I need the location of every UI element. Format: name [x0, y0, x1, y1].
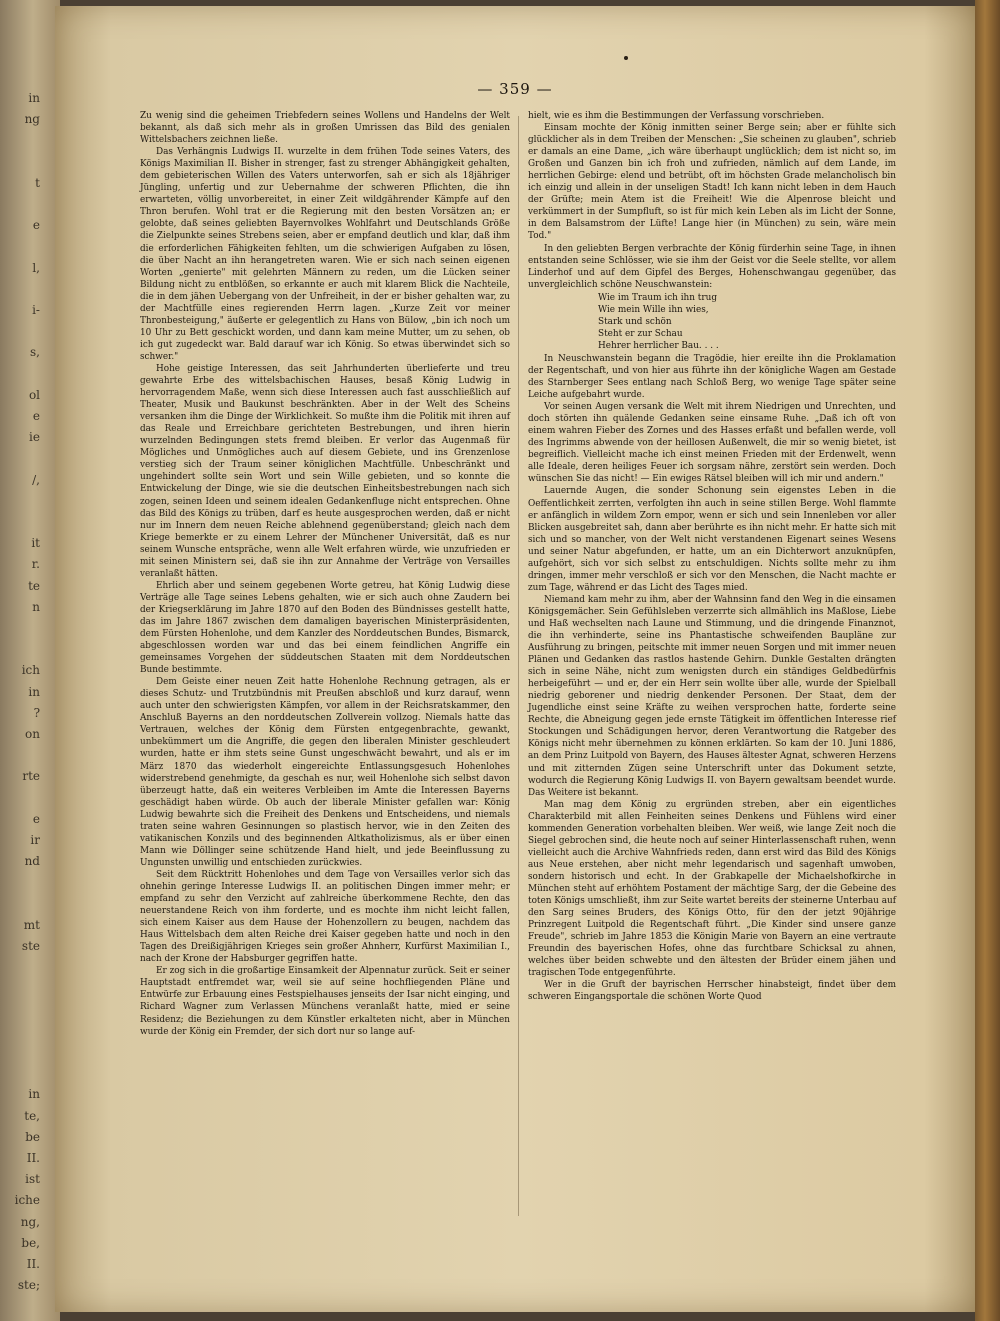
left-page-fragment: s, [30, 345, 40, 360]
left-page-fragment: n [32, 599, 40, 614]
paragraph: Lauernde Augen, die sonder Schonung sein eigenstes Leben in die Oeffentlichkeit zerrten, verfolgten ihn auch in seine stillen Berge. Wohl flammte er anfänglich in wildem Zorn empor, wenn er sich und sein Innenleben vor aller Blicken ausgebreitet sah, dann aber berührte es ihn nicht mehr. Er hatte sich mit sich und so mancher, von der Welt nicht verstandenen Eigenart seines Wesens und seiner Natur abgefunden, er hatte, um an ein Dichterwort anzuknüpfen, aufgehört, sich vor sich selbst zu entschuldigen. Nichts sollte mehr zu ihm dringen, immer mehr verschloß er sich vor den Menschen, die Nacht machte er zum Tage, während er das Licht des Tages mied. [528, 486, 896, 593]
poem-line: Stark und schön [598, 316, 672, 327]
paragraph: In Neuschwanstein begann die Tragödie, hier ereilte ihn die Proklamation der Regentschaft, und von hier aus führte ihn der königliche Wagen am Gestade des Starnberger Sees entlang nach Schloß Berg, wo wenige Tage später seine Leiche aufgebahrt wurde. [528, 353, 896, 401]
paragraph: Niemand kam mehr zu ihm, aber der Wahnsinn fand den Weg in die einsamen Königsgemächer. Sein Gefühlsleben verzerrte sich allmählich ins Maßlose, Liebe und Haß wechselten nach Laune und Stimmung, und die dringende Finanznot, die ihn verhinderte, seine ins Phantastische schweifenden Baupläne zur Ausführung zu bringen, peitschte mit immer neuen Sorgen und mit immer neuen Plänen und Gedanken das rastlos hastende Gehirn. Dunkle Gestalten drängten sich in seine Nähe, nicht zum wenigsten durch ein ständiges Geldbedürfnis herbeigeführt — und er, der ein Herr sein wollte über alle, wurde der Spielball niedrig geborener und niedrig denkender Personen. Der Staat, dem der Jugendliche einst seine Kräfte zu weihen versprochen hatte, forderte seine Rechte, die Abneigung gegen jede ernste Tätigkeit im öffentlichen Interesse rief Stockungen und Schädigungen hervor, deren Verantwortung die Ratgeber des Königs nicht mehr übernehmen zu können erklärten. So kam der 10. Juni 1886, an dem Prinz Luitpold von Bayern, des Hauses ältester Agnat, schweren Herzens und mit zitternden Zügen seine Unterschrift unter das Dokument setzte, wodurch die Regierung König Ludwigs II. von Bayern gewaltsam beendet wurde. Das Weitere ist bekannt. [528, 594, 896, 798]
left-page-fragment: it [31, 536, 40, 551]
left-page-fragment: in [28, 1087, 40, 1102]
poem-line: Hehrer herrlicher Bau. . . . [598, 340, 719, 351]
left-page-fragment: t [35, 175, 40, 190]
paragraph: Er zog sich in die großartige Einsamkeit der Alpennatur zurück. Seit er seiner Hauptstadt entfremdet war, weil sie auf seine hochfliegenden Pläne und Entwürfe zur Erbauung eines Festspielhauses jenseits der Isar nicht einging, und Richard Wagner zum Verlassen Münchens veranlaßt hatte, mied er seine Residenz; die Beziehungen zu dem Künstler erkalteten nicht, aber in München wurde der König ein Fremder, der sich dort nur so lange auf- [140, 966, 510, 1037]
book-edge [975, 0, 1000, 1321]
paragraph: Ehrlich aber und seinem gegebenen Worte getreu, hat König Ludwig diese Verträge alle Tage seines Lebens gehalten, wie er sich auch ohne Zaudern bei der Kriegserklärung im Jahre 1870 auf den Boden des Bündnisses gestellt hatte, das im Jahre 1867 zwischen dem damaligen bayerischen Ministerpräsidenten, dem Fürsten Hohenlohe, und dem Kanzler des Norddeutschen Bundes, Bismarck, abgeschlossen worden war und das bei einem feindlichen Angriffe ein gemeinsames Vorgehen der süddeutschen Staaten mit dem Norddeutschen Bunde bestimmte. [140, 580, 510, 676]
left-page-fragment: ie [29, 430, 40, 445]
paragraph: Wer in die Gruft der bayrischen Herrscher hinabsteigt, findet über dem schweren Eingangsportale die schönen Worte Quod [528, 980, 896, 1003]
paragraph: Seit dem Rücktritt Hohenlohes und dem Tage von Versailles verlor sich das ohnehin geringe Interesse Ludwigs II. an politischen Dingen immer mehr; er empfand zu sehr den Verzicht auf zahlreiche überkommene Rechte, den das neuerstandene Reich von ihm forderte, und es mochte ihm nicht leicht fallen, sich einem Kaiser aus dem Hause der Hohenzollern zu beugen, nachdem das Haus Wittelsbach dem alten Reiche drei Kaiser gegeben hatte und noch in den Tagen des Dreißigjährigen Krieges sein großer Ahnherr, Kurfürst Maximilian I., nach der Krone der Habsburger gegriffen hatte. [140, 869, 510, 965]
left-page-fragment: ste [21, 939, 40, 953]
left-page-fragment: ste; [17, 1278, 40, 1293]
paragraph: Zu wenig sind die geheimen Triebfedern seines Wollens und Handelns der Welt bekannt, als daß sich mehr als in großen Umrissen das Bild des genialen Wittelsbachers zeichnen ließe. [140, 111, 510, 146]
left-page-fragment: on [25, 727, 40, 741]
left-page-fragment: in [28, 91, 40, 105]
page-number: — 359 — [477, 80, 553, 98]
left-page-fragment: rte [22, 769, 40, 784]
left-page-fragment: in [28, 684, 40, 699]
left-page-fragment: II. [26, 1151, 40, 1165]
left-page-fragment: iche [14, 1193, 40, 1208]
left-page-fragment: ich [21, 663, 40, 678]
left-page-fragment: /, [32, 472, 40, 487]
left-page-fragment: be [25, 1129, 40, 1144]
left-page-fragment: r. [31, 557, 40, 572]
paragraph: Man mag dem König zu ergründen streben, aber ein eigentliches Charakterbild mit allen Feinheiten seines Denkens und Fühlens wird einer kommenden Generation vorbehalten bleiben. Wer weiß, wie lange Zeit noch die Siegel gebrochen sind, die heute noch auf seiner Hinterlassenschaft ruhen, wenn vielleicht auch die Archive Wahnfrieds reden, dann erst wird das Bild des Königs aus Neue erstehen, aber nicht mehr legendarisch und sagenhaft umwoben, sondern historisch und echt. In der Grabkapelle der Michaelshofkirche in München steht auf erhöhtem Postament der mächtige Sarg, der die Gebeine des toten Königs umschließt, ihm zur Seite wartet bereits der steinerne Unterbau auf den Sarg seines Bruders, des Königs Otto, für den der jetzt 90jährige Prinzregent Luitpold die Regentschaft führt. „Die Kinder sind unsere ganze Freude", schrieb im Jahre 1853 die Königin Marie von Bayern an eine vertraute Freundin des bayerischen Hofes, ohne das furchtbare Schicksal zu ahnen, welches über beiden schwebte und den ältesten der Brüder einem jähen und tragischen Tode entgegenführte. [528, 799, 896, 979]
left-page-fragment: e [32, 218, 40, 233]
paragraph: In den geliebten Bergen verbrachte der König fürderhin seine Tage, in ihnen entstanden seine Schlösser, wie sie ihm der Geist vor die Seele stellte, vor allem Linderhof und auf dem Gipfel des Berges, Hohenschwangau gegenüber, das unvergleichlich schöne Neuschwanstein: [528, 243, 896, 290]
paragraph: Einsam mochte der König inmitten seiner Berge sein; aber er fühlte sich glücklicher als in dem Treiben der Menschen: „Sie scheinen zu glauben", schrieb er damals an eine Dame, „ich wäre überhaupt unglücklich; dem ist nicht so, im Großen und Ganzen bin ich froh und zufrieden, nämlich auf dem Lande, im herrlichen Gebirge: elend und betrübt, oft im höchsten Grade melancholisch bin ich einzig und allein in der unseligen Stadt! Ich kann nicht leben in dem Hauch der Grüfte; mein Atem ist die Freiheit! Wie die Alpenrose bleicht und verkümmert in der Sumpfluft, so ist für mich kein Leben als im Licht der Sonne, in dem Balsamstrom der Lüfte! Lange hier (in München) zu sein, wäre mein Tod." [528, 123, 896, 242]
paragraph: Dem Geiste einer neuen Zeit hatte Hohenlohe Rechnung getragen, als er dieses Schutz- und Trutzbündnis mit Preußen abschloß und kurz darauf, wenn auch unter den schwierigsten Kämpfen, vor allem in der Reichsratskammer, den Anschluß Bayerns an den norddeutschen Zollverein vollzog. Niemals hatte das Vertrauen, welches der König dem Fürsten entgegenbrachte, gewankt, unbekümmert um die Angriffe, die gegen den liberalen Minister geschleudert wurden, hatte er ihm stets seine Gunst ungeschwächt bewahrt, und als er im März 1870 das wiederholt eingereichte Entlassungsgesuch Hohenlohes widerstrebend genehmigte, da geschah es nur, weil Hohenlohe sich selbst davon überzeugt hatte, daß ein weiteres Verbleiben im Amte die Interessen Bayerns geschädigt haben würde. Ob auch der liberale Minister gefallen war: König Ludwig bewahrte sich die Freiheit des Denkens und Entscheidens, und niemals traten seine wahren Gesinnungen so plastisch hervor, wie in den Zeiten des vatikanischen Konzils und des beginnenden Altkatholizismus, als er über einen Mann wie Döllinger seine schützende Hand hielt, und jede Beeinflussung zu Ungunsten unwillig und entschieden zurückwies. [140, 677, 510, 868]
left-column [140, 110, 510, 1038]
left-page-fragment: e [32, 811, 40, 826]
paragraph: hielt, wie es ihm die Bestimmungen der Verfassung vorschrieben. [528, 111, 825, 121]
left-page-fragment: ? [33, 705, 40, 720]
left-page-fragment: i- [32, 303, 40, 317]
left-page-fragment: II. [26, 1257, 40, 1271]
paragraph: Das Verhängnis Ludwigs II. wurzelte in dem frühen Tode seines Vaters, des Königs Maximilian II. Bisher in strenger, fast zu strenger Abhängigkeit gehalten, dem gebieterischen Willen des Vaters unterworfen, sah er sich als 18jähriger Jüngling, unfertig und zur Uebernahme der schweren Pflichten, die ihn erwarteten, völlig unvorbereitet, in einer Zeit wildgährender Kämpfe auf den Thron berufen. Wohl trat er die Regierung mit den besten Vorsätzen an; er gelobte, daß seines geliebten Bayernvolkes Wohlfahrt und Deutschlands Größe die Zielpunkte seines Strebens seien, aber er empfand deutlich und klar, daß ihm die erforderlichen Fähigkeiten fehlten, um die schwierigen Aufgaben zu lösen, die über Nacht an ihn herangetreten waren. Wie er sich nach seinen eigenen Worten „genierte" mit gelehrten Männern zu reden, um die Lücken seiner Bildung nicht zu entblößen, so erkannte er auch mit klarem Blick die Nachteile, die in dem jähen Uebergang von der Unfreiheit, in der er bisher gehalten war, zu der Machtfülle eines regierenden Herrn lagen. „Kurze Zeit vor meiner Thronbesteigung," äußerte er gelegentlich zu Hans von Bülow, „bin ich noch um 10 Uhr zu Bett geschickt worden, und dann kam meine Mutter, um zu sehen, ob ich gut zugedeckt war. Bald darauf war ich König. So etwas überwindet sich so schwer." [140, 147, 510, 362]
poem [598, 292, 896, 352]
poem-line: Wie im Traum ich ihn trug [598, 292, 718, 303]
paragraph: Vor seinen Augen versank die Welt mit ihrem Niedrigen und Unrechten, und doch störten ihn quälende Gedanken seine einsame Ruhe. „Daß ich oft von einem wahren Fieber des Zornes und des Hasses erfaßt und befallen werde, voll des Ingrimms abwende von der heillosen Außenwelt, die mir so wenig bietet, ist begreiflich. Vielleicht mache ich einst meinen Frieden mit der Erdenwelt, wenn alle Ideale, deren heiliges Feuer ich sorgsam nähre, zerstört sein werden. Doch wünschen Sie das nicht! — Ein ewiges Rätsel bleiben will ich mir und andern." [528, 402, 896, 485]
left-page-fragment: nd [24, 854, 40, 869]
poem-line: Wie mein Wille ihn wies, [598, 304, 709, 315]
left-page-fragment: ist [25, 1172, 40, 1187]
ink-spot [624, 56, 628, 60]
left-page-fragment: ir [30, 833, 40, 847]
paragraph: Hohe geistige Interessen, das seit Jahrhunderten überlieferte und treu gewahrte Erbe des wittelsbachischen Hauses, besaß König Ludwig in hervorragendem Maße, wenn sich diese Interessen auch fast ausschließlich auf Theater, Musik und Baukunst beschränkten. Aber in der Welt des Scheins versanken ihm die Dinge der Wirklichkeit. So mußte ihm die Politik mit ihren auf das Reale und Erreichbare gerichteten Bestrebungen, und ihren hierin wurzelnden Bedingungen stets fremd bleiben. Er verlor das Augenmaß für Mögliches und Unmögliches auch auf diesem Gebiete, und ins Grenzenlose verstieg sich der Traum seiner königlichen Machtfülle. Unbeschränkt und ungehindert sollte sein Wort und sein Wille gebieten, und so konnte die Entwickelung der Dinge, wie sie die deutschen Einheitsbestrebungen nach sich zogen, seinen Ideen und seinem idealen Gedankenfluge nicht entsprechen. Ohne das Bild des Königs zu trüben, darf es heute ausgesprochen werden, daß er nicht nur im Innern dem neuen Reiche ablehnend gegenüberstand; gleich nach dem Kriege bemerkte er zu einem Lehrer der Münchener Universität, daß es nur seinem Wunsche entspräche, wenn alle Welt erfahren würde, wie unzufrieden er mit seinen Ministern sei, daß sie ihn zur Annahme der Verträge von Versailles veranlaßt hätten. [140, 363, 510, 579]
left-page-fragment: te [28, 578, 40, 593]
left-page-fragment: mt [23, 917, 40, 932]
poem-line: Steht er zur Schau [598, 328, 683, 339]
right-column [528, 110, 896, 1003]
left-page-fragment: l, [32, 260, 40, 275]
column-divider [518, 116, 519, 1216]
left-page-fragment: te, [24, 1108, 40, 1123]
left-page-fragment: e [32, 409, 40, 423]
left-page-fragment: ng, [20, 1214, 40, 1229]
left-page-fragment: ol [28, 387, 40, 402]
left-page-fragment: ng [24, 112, 40, 127]
left-page-fragment: be, [21, 1235, 40, 1250]
